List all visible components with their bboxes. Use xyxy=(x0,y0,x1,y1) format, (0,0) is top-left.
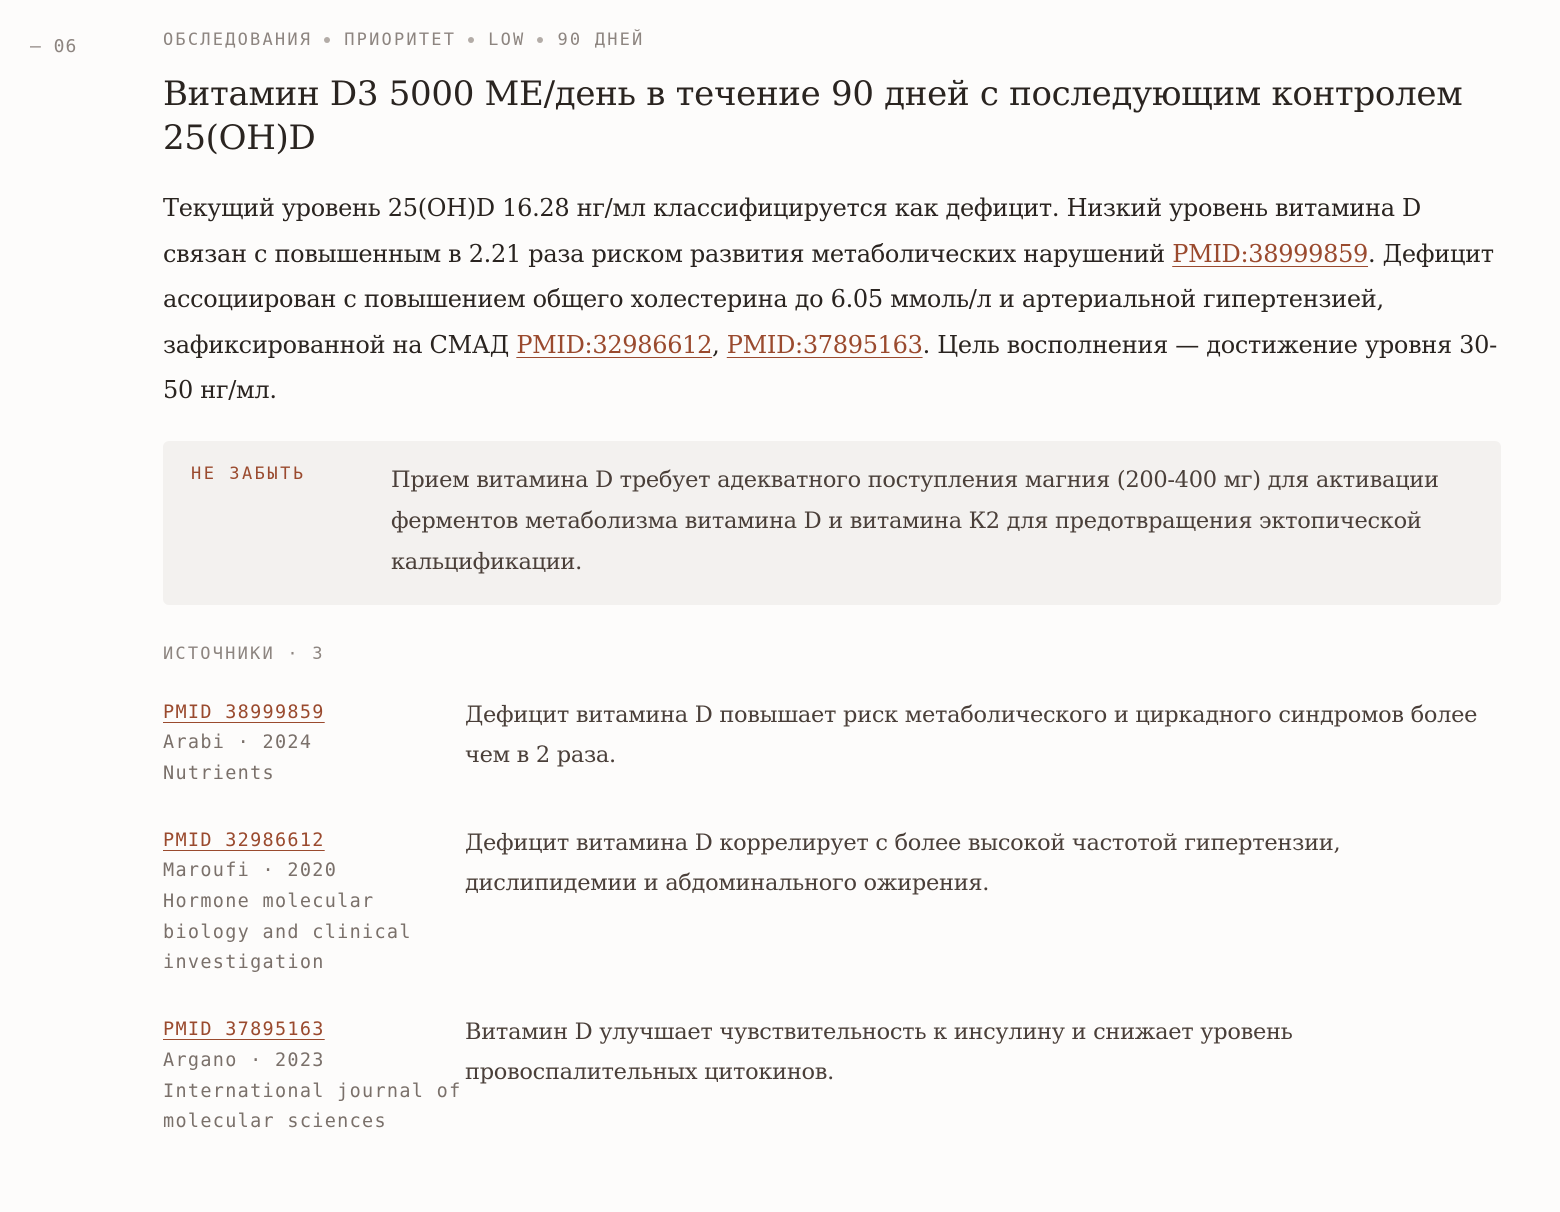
source-pmid-link[interactable]: PMID 38999859 xyxy=(163,701,325,723)
recommendation-body xyxy=(163,186,1503,414)
meta-tags xyxy=(163,28,1503,52)
dot-separator xyxy=(324,37,330,43)
body-text-part: . Цель восполнения — достижение уровня 30-50 нг/мл. xyxy=(163,330,1497,404)
pmid-link[interactable]: PMID:37895163 xyxy=(726,330,923,359)
pmid-link[interactable]: PMID:32986612 xyxy=(516,330,713,359)
source-summary: Витамин D улучшает чувствительность к инсулину и снижает уровень провоспалительных цитокинов. xyxy=(465,1019,1293,1086)
source-meta xyxy=(163,1015,465,1138)
dot-separator xyxy=(537,37,543,43)
callout-text: Прием витамина D требует адекватного поступления магния (200-400 мг) для активации ферментов метаболизма витамина D и витамина К2 для предотвращения эктопической кальцификации. xyxy=(391,466,1439,575)
source-author-year: Maroufi · 2020 xyxy=(163,860,338,882)
pmid-link[interactable]: PMID:38999859 xyxy=(1172,239,1369,268)
body-text-separator: , xyxy=(712,330,727,359)
source-journal: Hormone molecular biology and clinical investigation xyxy=(163,891,412,974)
source-meta xyxy=(163,698,465,790)
tag-priority: ПРИОРИТЕТ xyxy=(344,30,457,50)
tag-priority-level: LOW xyxy=(488,30,526,50)
dot-separator xyxy=(468,37,474,43)
recommendation-title: Витамин D3 5000 МЕ/день в течение 90 дней с последующим контролем 25(OH)D xyxy=(163,74,1463,158)
source-journal: International journal of molecular sciences xyxy=(163,1080,462,1133)
source-meta xyxy=(163,826,465,980)
body-text-part: . Дефицит ассоциирован с повышением общего холестерина до 6.05 ммоль/л и артериальной гипертензией, зафиксированной на СМАД xyxy=(163,239,1494,359)
source-pmid-link[interactable]: PMID 37895163 xyxy=(163,1019,325,1041)
sources-heading: ИСТОЧНИКИ · 3 xyxy=(163,643,325,664)
callout-label: НЕ ЗАБЫТЬ xyxy=(191,463,306,484)
section-index: — 06 xyxy=(30,36,78,57)
source-summary: Дефицит витамина D коррелирует с более высокой частотой гипертензии, дислипидемии и абдоминального ожирения. xyxy=(465,829,1341,896)
tag-category: ОБСЛЕДОВАНИЯ xyxy=(163,30,313,50)
recommendation-card xyxy=(163,28,1503,1138)
source-item xyxy=(163,698,1503,790)
reminder-callout xyxy=(163,441,1501,605)
body-text-part: Текущий уровень 25(OH)D 16.28 нг/мл классифицируется как дефицит. Низкий уровень витамина D связан с повышенным в 2.21 раза риском развития метаболических нарушений xyxy=(163,194,1421,268)
source-journal: Nutrients xyxy=(163,762,275,784)
tag-duration: 90 ДНЕЙ xyxy=(557,30,645,50)
source-item xyxy=(163,1015,1503,1138)
source-summary: Дефицит витамина D повышает риск метаболического и циркадного синдромов более чем в 2 раза. xyxy=(465,701,1478,768)
source-pmid-link[interactable]: PMID 32986612 xyxy=(163,829,325,851)
source-author-year: Argano · 2023 xyxy=(163,1049,325,1071)
source-item xyxy=(163,826,1503,980)
source-author-year: Arabi · 2024 xyxy=(163,732,313,754)
